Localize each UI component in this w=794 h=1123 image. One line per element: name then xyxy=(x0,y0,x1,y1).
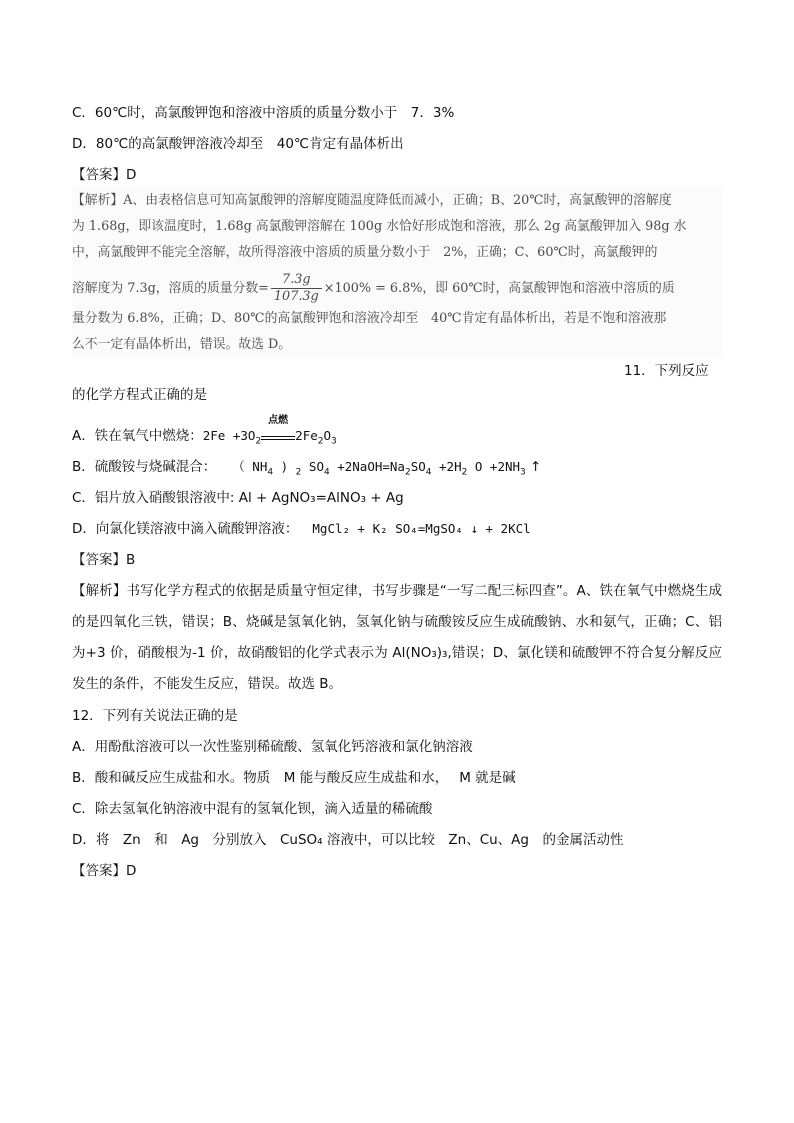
q11-stem-part2: 的化学方程式正确的是 xyxy=(72,387,207,403)
q11-option-a-label: A．铁在氧气中燃烧： xyxy=(72,428,203,444)
q11-option-b-eq: （ NH xyxy=(232,459,268,474)
q11-option-d xyxy=(72,520,531,538)
q10-option-c: C．60℃时，高氯酸钾饱和溶液中溶质的质量分数小于 7．3% xyxy=(72,105,455,121)
q10-analysis-row-4-post: ×100% = 6.8%，即 60℃时，高氯酸钾饱和溶液中溶质的质 xyxy=(323,281,675,296)
q11-option-d-label: D．向氯化镁溶液中滴入硫酸钾溶液： xyxy=(72,521,299,537)
equals-bar xyxy=(261,436,295,440)
q10-analysis-row-3: 中，高氯酸钾不能完全溶解，故所得溶液中溶质的质量分数小于 2%，正确；C、60℃时，高氯酸钾的 xyxy=(72,245,658,260)
q12-option-b: B．酸和碱反应生成盐和水。物质 M 能与酸反应生成盐和水， M 就是碱 xyxy=(72,770,516,786)
q11-option-a-rhs: 2Fe xyxy=(295,428,318,443)
q12-option-c: C．除去氢氧化钠溶液中混有的氢氧化钡，滴入适量的稀硫酸 xyxy=(72,801,433,817)
q11-answer: 【答案】B xyxy=(72,552,136,568)
q10-analysis-row-5: 量分数为 6.8%，正确；D、80℃的高氯酸钾饱和溶液冷却至 40℃肯定有晶体析出，若是不饱和溶液那 xyxy=(72,311,667,326)
q10-analysis-row-2: 为 1.68g，即该温度时，1.68g 高氯酸钾溶解在 100g 水恰好形成饱和溶液，那么 2g 高氯酸钾加入 98g 水 xyxy=(72,219,687,234)
q10-analysis-row-4-pre: 溶解度为 7.3g，溶质的质量分数= xyxy=(72,281,269,296)
q11-option-b-label: B．硫酸铵与烧碱混合： xyxy=(72,459,217,475)
q11-option-c: C．铝片放入硝酸银溶液中: Al + AgNO₃=AlNO₃ + Ag xyxy=(72,490,404,506)
q12-answer: 【答案】D xyxy=(72,863,137,879)
q12-option-a: A．用酚酞溶液可以一次性鉴别稀硫酸、氢氧化钙溶液和氯化钠溶液 xyxy=(72,739,473,755)
q11-analysis: 【解析】书写化学方程式的依据是质量守恒定律，书写步骤是“一写二配三标四查”。A、铁在氧气中燃烧生成的是四氧化三铁，错误；B、烧碱是氢氧化钠，氢氧化钠与硫酸铵反应生成硫酸钠、水和氨气，正确；C、铝为+3 价，硝酸根为-1 价，故硝酸铝的化学式表示为 Al(NO₃)₃,错误；D、氯化镁和硫酸钾不符合复分解反应发生的条件，不能发生反应，错误。故选 B。 xyxy=(72,583,722,692)
q12-option-d: D．将 Zn 和 Ag 分别放入 CuSO₄ 溶液中，可以比较 Zn、Cu、Ag 的金属活动性 xyxy=(72,832,624,848)
q12-stem: 12．下列有关说法正确的是 xyxy=(72,708,238,724)
reaction-condition xyxy=(261,415,295,440)
q10-analysis-image xyxy=(72,186,722,358)
q11-stem-part1: 11．下列反应 xyxy=(624,363,709,379)
q10-answer: 【答案】D xyxy=(72,167,137,183)
q11-option-d-eq: MgCl₂ + K₂ SO₄=MgSO₄ ↓ + 2KCl xyxy=(312,521,531,536)
q10-analysis-row-4 xyxy=(72,272,675,305)
q11-option-b: B．硫酸铵与烧碱混合： （ $NH_4$ ) $_2$ $SO_4$ $+2NaOH=Na_2SO_4 +2H_2$ $O +2NH_3$ ↑ xyxy=(72,459,542,478)
q11-option-a: A．铁在氧气中燃烧：$2Fe +3O_2$ 点燃 $2Fe_2O_3$ xyxy=(72,415,337,447)
fraction-denominator: 107.3g xyxy=(273,289,319,304)
condition-label: 点燃 xyxy=(268,415,289,426)
fraction-numerator: 7.3g xyxy=(271,272,322,289)
mass-fraction xyxy=(271,272,322,305)
q10-option-d: D．80℃的高氯酸钾溶液冷却至 40℃肯定有晶体析出 xyxy=(72,136,404,152)
q10-analysis-row-1: 【解析】A、由表格信息可知高氯酸钾的溶解度随温度降低而减小，正确；B、20℃时，高氯酸钾的溶解度 xyxy=(72,193,672,208)
q10-analysis-row-6: 么不一定有晶体析出，错误。故选 D。 xyxy=(72,337,292,352)
q11-option-a-lhs: 2Fe +3O xyxy=(202,428,256,443)
